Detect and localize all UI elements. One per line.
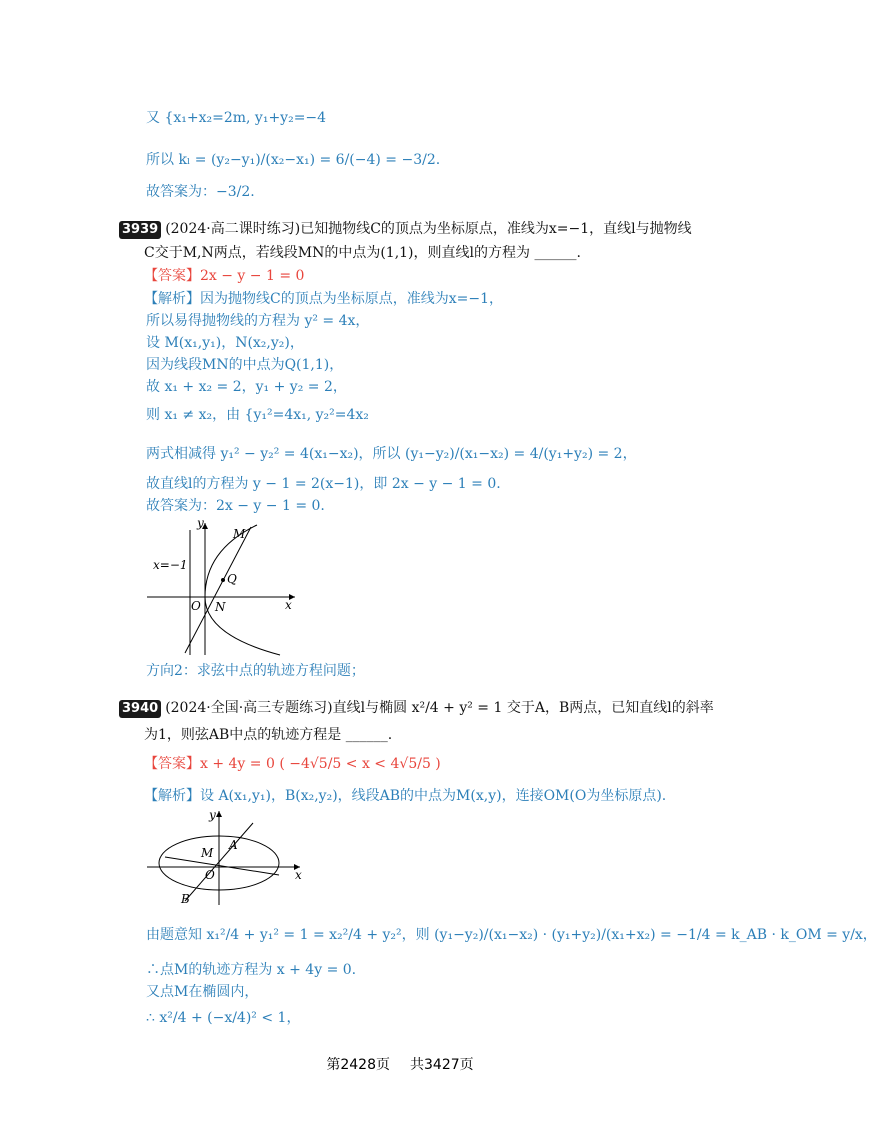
- answer-line: [144, 266, 304, 286]
- question-stem: [119, 219, 692, 239]
- answer-label: 【答案】: [144, 268, 200, 284]
- analysis-line: [144, 786, 666, 806]
- method-heading: 方向2：求弦中点的轨迹方程问题；: [146, 663, 365, 679]
- analysis-line: 又点M在椭圆内，: [146, 984, 259, 1000]
- question-stem-line2: 为1，则弦AB中点的轨迹方程是 ______.: [144, 727, 393, 743]
- question-stem: [119, 698, 714, 718]
- answer-value: x + 4y = 0 ( −4√5/5 < x < 4√5/5 ): [200, 756, 441, 772]
- analysis-label: 【解析】: [144, 291, 200, 307]
- analysis-line: 设 M(x₁,y₁)，N(x₂,y₂)，: [146, 335, 304, 351]
- parabola-figure: [145, 515, 315, 660]
- question-stem-line2: C交于M,N两点，若线段MN的中点为(1,1)，则直线l的方程为 ______.: [144, 245, 581, 261]
- answer-label: 【答案】: [144, 756, 200, 772]
- analysis-line: ∴点M的轨迹方程为 x + 4y = 0.: [146, 962, 357, 978]
- page-total: 共3427页: [410, 1057, 474, 1073]
- y-axis-label: y: [197, 516, 204, 530]
- analysis-line: 故直线l的方程为 y − 1 = 2(x−1)，即 2x − y − 1 = 0.: [146, 476, 501, 492]
- origin-label: O: [191, 599, 201, 613]
- solution-line: 又 {x₁+x₂=2m, y₁+y₂=−4: [146, 110, 327, 126]
- answer-line: [144, 754, 441, 774]
- question-stem-text: (2024·全国·高三专题练习)直线l与椭圆 x²/4 + y² = 1 交于A，B两点，已知直线l的斜率: [165, 700, 714, 716]
- analysis-line: 故答案为：2x − y − 1 = 0.: [146, 498, 325, 514]
- x-axis-label: x: [285, 598, 292, 612]
- question-stem-text: (2024·高二课时练习)已知抛物线C的顶点为坐标原点，准线为x=−1，直线l与抛物线: [165, 221, 692, 237]
- origin-label: O: [205, 868, 215, 882]
- analysis-line: 所以易得抛物线的方程为 y² = 4x，: [146, 313, 370, 329]
- page-number: 第2428页: [326, 1057, 390, 1073]
- y-axis-label: y: [209, 808, 216, 822]
- analysis-line: 因为线段MN的中点为Q(1,1)，: [146, 357, 344, 373]
- analysis-line: 两式相减得 y₁² − y₂² = 4(x₁−x₂)，所以 (y₁−y₂)/(x₁−x₂) = 4/(y₁+y₂) = 2，: [146, 446, 637, 462]
- directrix-label: x=−1: [153, 558, 188, 572]
- point-a-label: A: [229, 838, 238, 852]
- analysis-label: 【解析】: [144, 788, 200, 804]
- point-b-label: B: [181, 892, 190, 906]
- analysis-text: 因为抛物线C的顶点为坐标原点，准线为x=−1，: [200, 291, 503, 307]
- analysis-line: [144, 289, 503, 309]
- point-m-label: M: [233, 527, 246, 541]
- question-number-badge: 3939: [119, 221, 161, 239]
- solution-line: 故答案为：−3/2.: [146, 184, 255, 200]
- point-q-label: Q: [227, 572, 237, 586]
- answer-value: 2x − y − 1 = 0: [200, 268, 305, 284]
- page-footer: [0, 1054, 800, 1074]
- analysis-text: 设 A(x₁,y₁)，B(x₂,y₂)，线段AB的中点为M(x,y)，连接OM(O为坐标原点).: [200, 788, 667, 804]
- analysis-line: 则 x₁ ≠ x₂，由 {y₁²=4x₁, y₂²=4x₂: [146, 407, 369, 423]
- ellipse-figure: [145, 805, 315, 910]
- analysis-line: 由题意知 x₁²/4 + y₁² = 1 = x₂²/4 + y₂²，则 (y₁−y₂)/(x₁−x₂) · (y₁+y₂)/(x₁+x₂) = −1/4 = k_AB · k_OM = y/x，: [146, 927, 877, 943]
- analysis-line: ∴ x²/4 + (−x/4)² < 1，: [146, 1010, 301, 1026]
- x-axis-label: x: [295, 868, 302, 882]
- solution-line: 所以 kₗ = (y₂−y₁)/(x₂−x₁) = 6/(−4) = −3/2.: [146, 152, 441, 168]
- point-m-label: M: [201, 846, 214, 860]
- analysis-line: 故 x₁ + x₂ = 2，y₁ + y₂ = 2，: [146, 379, 347, 395]
- point-n-label: N: [215, 600, 226, 614]
- question-number-badge: 3940: [119, 700, 161, 718]
